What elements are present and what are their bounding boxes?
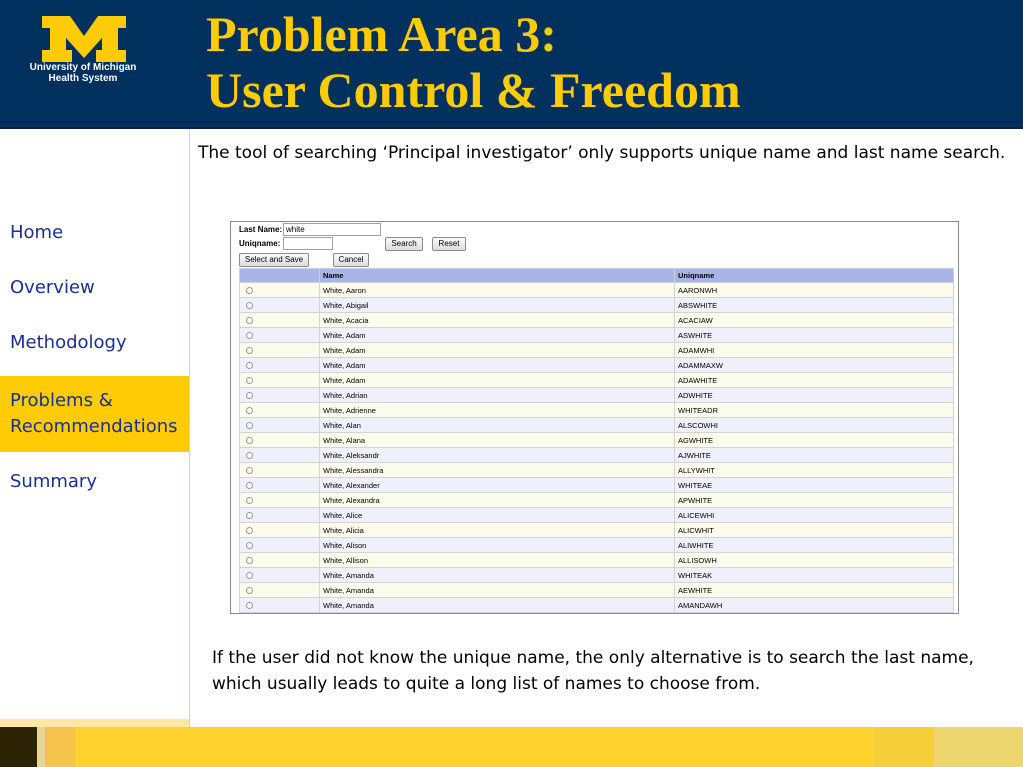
table-row[interactable] bbox=[240, 598, 954, 613]
radio-button-icon[interactable] bbox=[246, 452, 253, 459]
table-row[interactable] bbox=[240, 433, 954, 448]
table-row[interactable] bbox=[240, 583, 954, 598]
radio-button-icon[interactable] bbox=[246, 332, 253, 339]
page-title bbox=[206, 6, 741, 118]
row-name-cell: White, Abigail bbox=[320, 298, 675, 313]
table-row[interactable] bbox=[240, 553, 954, 568]
search-button[interactable]: Search bbox=[385, 237, 423, 251]
table-row[interactable] bbox=[240, 538, 954, 553]
table-row[interactable] bbox=[240, 568, 954, 583]
radio-button-icon[interactable] bbox=[246, 287, 253, 294]
footer-color-bar bbox=[0, 727, 1023, 767]
row-name-cell: White, Alexander bbox=[320, 478, 675, 493]
sidebar-item-label: Recommendations bbox=[10, 416, 178, 437]
search-tool-screenshot bbox=[230, 221, 959, 614]
row-select-cell[interactable] bbox=[240, 508, 320, 523]
row-uniqname-cell: AEWHITE bbox=[675, 583, 954, 598]
radio-button-icon[interactable] bbox=[246, 392, 253, 399]
radio-button-icon[interactable] bbox=[246, 377, 253, 384]
row-select-cell[interactable] bbox=[240, 568, 320, 583]
radio-button-icon[interactable] bbox=[246, 497, 253, 504]
footer-color-segment bbox=[164, 727, 464, 767]
row-name-cell: White, Alison bbox=[320, 538, 675, 553]
row-uniqname-cell: ALICWHIT bbox=[675, 523, 954, 538]
footer-color-segment bbox=[0, 727, 37, 767]
results-table-body bbox=[240, 283, 954, 613]
row-select-cell[interactable] bbox=[240, 343, 320, 358]
radio-button-icon[interactable] bbox=[246, 317, 253, 324]
logo-text-line1: University of Michigan bbox=[29, 62, 137, 73]
row-name-cell: White, Adam bbox=[320, 373, 675, 388]
row-uniqname-cell: AJWHITE bbox=[675, 448, 954, 463]
table-row[interactable] bbox=[240, 493, 954, 508]
row-name-cell: White, Adam bbox=[320, 343, 675, 358]
row-uniqname-cell: WHITEAK bbox=[675, 568, 954, 583]
row-select-cell[interactable] bbox=[240, 583, 320, 598]
column-header-uniqname[interactable]: Uniqname bbox=[675, 269, 954, 283]
sidebar-item-problems-recommendations[interactable] bbox=[0, 376, 189, 452]
footer-color-segment bbox=[75, 727, 114, 767]
title-line1: Problem Area 3: bbox=[206, 6, 557, 62]
row-name-cell: White, Alexandra bbox=[320, 493, 675, 508]
sidebar-item-methodology[interactable]: Methodology bbox=[10, 332, 127, 353]
table-row[interactable] bbox=[240, 373, 954, 388]
footer-color-segment bbox=[464, 727, 684, 767]
row-name-cell: White, Adam bbox=[320, 358, 675, 373]
row-name-cell: White, Amanda bbox=[320, 598, 675, 613]
footer-color-segment bbox=[114, 727, 164, 767]
row-name-cell: White, Adam bbox=[320, 328, 675, 343]
row-uniqname-cell: ALLYWHIT bbox=[675, 463, 954, 478]
row-select-cell[interactable] bbox=[240, 598, 320, 613]
table-row[interactable] bbox=[240, 313, 954, 328]
row-uniqname-cell: AGWHITE bbox=[675, 433, 954, 448]
last-name-input[interactable]: white bbox=[283, 223, 381, 236]
radio-button-icon[interactable] bbox=[246, 572, 253, 579]
row-select-cell[interactable] bbox=[240, 553, 320, 568]
row-name-cell: White, Aaron bbox=[320, 283, 675, 298]
row-select-cell[interactable] bbox=[240, 358, 320, 373]
row-uniqname-cell: ADAMWHI bbox=[675, 343, 954, 358]
university-logo bbox=[14, 14, 152, 94]
row-select-cell[interactable] bbox=[240, 523, 320, 538]
radio-button-icon[interactable] bbox=[246, 347, 253, 354]
row-select-cell[interactable] bbox=[240, 418, 320, 433]
radio-button-icon[interactable] bbox=[246, 467, 253, 474]
row-uniqname-cell: ADAMMAXW bbox=[675, 358, 954, 373]
table-row[interactable] bbox=[240, 418, 954, 433]
table-row[interactable] bbox=[240, 463, 954, 478]
row-uniqname-cell: ACACIAW bbox=[675, 313, 954, 328]
row-select-cell[interactable] bbox=[240, 313, 320, 328]
radio-button-icon[interactable] bbox=[246, 437, 253, 444]
radio-button-icon[interactable] bbox=[246, 542, 253, 549]
row-select-cell[interactable] bbox=[240, 493, 320, 508]
table-row[interactable] bbox=[240, 523, 954, 538]
row-uniqname-cell: WHITEAE bbox=[675, 478, 954, 493]
row-uniqname-cell: ADWHITE bbox=[675, 388, 954, 403]
logo-text-line2: Health System bbox=[48, 73, 118, 84]
results-table bbox=[239, 268, 954, 613]
row-select-cell[interactable] bbox=[240, 448, 320, 463]
row-select-cell[interactable] bbox=[240, 433, 320, 448]
footer-color-segment bbox=[45, 727, 75, 767]
row-uniqname-cell: AMANDAWH bbox=[675, 598, 954, 613]
row-name-cell: White, Adrian bbox=[320, 388, 675, 403]
sidebar-nav bbox=[0, 129, 190, 727]
row-name-cell: White, Adrienne bbox=[320, 403, 675, 418]
row-uniqname-cell: ALLISOWH bbox=[675, 553, 954, 568]
radio-button-icon[interactable] bbox=[246, 512, 253, 519]
footer-color-segment bbox=[874, 727, 934, 767]
description-bottom: If the user did not know the unique name, the only alternative is to search the last name, which usually leads to quite a long list of names to choose from. bbox=[212, 648, 974, 694]
select-and-save-button[interactable]: Select and Save bbox=[239, 253, 309, 267]
radio-button-icon[interactable] bbox=[246, 407, 253, 414]
radio-button-icon[interactable] bbox=[246, 602, 253, 609]
table-row[interactable] bbox=[240, 358, 954, 373]
row-select-cell[interactable] bbox=[240, 538, 320, 553]
radio-button-icon[interactable] bbox=[246, 362, 253, 369]
row-select-cell[interactable] bbox=[240, 463, 320, 478]
table-row[interactable] bbox=[240, 448, 954, 463]
row-select-cell[interactable] bbox=[240, 478, 320, 493]
sidebar-item-overview[interactable]: Overview bbox=[10, 277, 95, 298]
row-name-cell: White, Amanda bbox=[320, 583, 675, 598]
row-uniqname-cell: ALIWHITE bbox=[675, 538, 954, 553]
row-uniqname-cell: ALICEWHI bbox=[675, 508, 954, 523]
table-row[interactable] bbox=[240, 283, 954, 298]
radio-button-icon[interactable] bbox=[246, 587, 253, 594]
row-uniqname-cell: APWHITE bbox=[675, 493, 954, 508]
row-name-cell: White, Acacia bbox=[320, 313, 675, 328]
radio-button-icon[interactable] bbox=[246, 422, 253, 429]
row-select-cell[interactable] bbox=[240, 328, 320, 343]
radio-button-icon[interactable] bbox=[246, 557, 253, 564]
table-row[interactable] bbox=[240, 508, 954, 523]
row-name-cell: White, Amanda bbox=[320, 568, 675, 583]
footer-color-segment bbox=[684, 727, 874, 767]
radio-button-icon[interactable] bbox=[246, 527, 253, 534]
table-row[interactable] bbox=[240, 388, 954, 403]
row-name-cell: White, Alessandra bbox=[320, 463, 675, 478]
sidebar-item-label: Problems & bbox=[10, 390, 113, 411]
row-name-cell: White, Aleksandr bbox=[320, 448, 675, 463]
radio-button-icon[interactable] bbox=[246, 302, 253, 309]
title-line2: User Control & Freedom bbox=[206, 62, 741, 118]
last-name-label: Last Name: bbox=[239, 225, 283, 234]
table-row[interactable] bbox=[240, 403, 954, 418]
row-name-cell: White, Allison bbox=[320, 553, 675, 568]
row-uniqname-cell: WHITEADR bbox=[675, 403, 954, 418]
table-row[interactable] bbox=[240, 328, 954, 343]
footer-color-segment bbox=[934, 727, 1023, 767]
table-row[interactable] bbox=[240, 478, 954, 493]
uniqname-input[interactable] bbox=[283, 237, 333, 250]
slide-header bbox=[0, 0, 1023, 129]
row-select-cell[interactable] bbox=[240, 283, 320, 298]
row-name-cell: White, Alan bbox=[320, 418, 675, 433]
table-header-row bbox=[240, 269, 954, 283]
sidebar-item-home[interactable]: Home bbox=[10, 222, 64, 243]
description-top: The tool of searching ‘Principal investigator’ only supports unique name and last name search. bbox=[198, 143, 1006, 163]
row-uniqname-cell: ADAWHITE bbox=[675, 373, 954, 388]
row-select-cell[interactable] bbox=[240, 298, 320, 313]
row-uniqname-cell: ABSWHITE bbox=[675, 298, 954, 313]
row-uniqname-cell: ALSCOWHI bbox=[675, 418, 954, 433]
row-name-cell: White, Alana bbox=[320, 433, 675, 448]
reset-button[interactable]: Reset bbox=[432, 237, 466, 251]
row-select-cell[interactable] bbox=[240, 373, 320, 388]
uniqname-label: Uniqname: bbox=[239, 239, 281, 248]
row-uniqname-cell: ASWHITE bbox=[675, 328, 954, 343]
row-select-cell[interactable] bbox=[240, 403, 320, 418]
footer-color-segment bbox=[37, 727, 45, 767]
cancel-button[interactable]: Cancel bbox=[333, 253, 369, 267]
radio-button-icon[interactable] bbox=[246, 482, 253, 489]
sidebar-item-summary[interactable]: Summary bbox=[10, 471, 97, 492]
block-m-icon bbox=[40, 14, 128, 64]
table-row[interactable] bbox=[240, 343, 954, 358]
row-name-cell: White, Alicia bbox=[320, 523, 675, 538]
sidebar-footer-strip bbox=[0, 719, 189, 727]
column-header-name[interactable]: Name bbox=[320, 269, 675, 283]
column-header-select bbox=[240, 269, 320, 283]
row-uniqname-cell: AARONWH bbox=[675, 283, 954, 298]
table-row[interactable] bbox=[240, 298, 954, 313]
row-select-cell[interactable] bbox=[240, 388, 320, 403]
row-name-cell: White, Alice bbox=[320, 508, 675, 523]
